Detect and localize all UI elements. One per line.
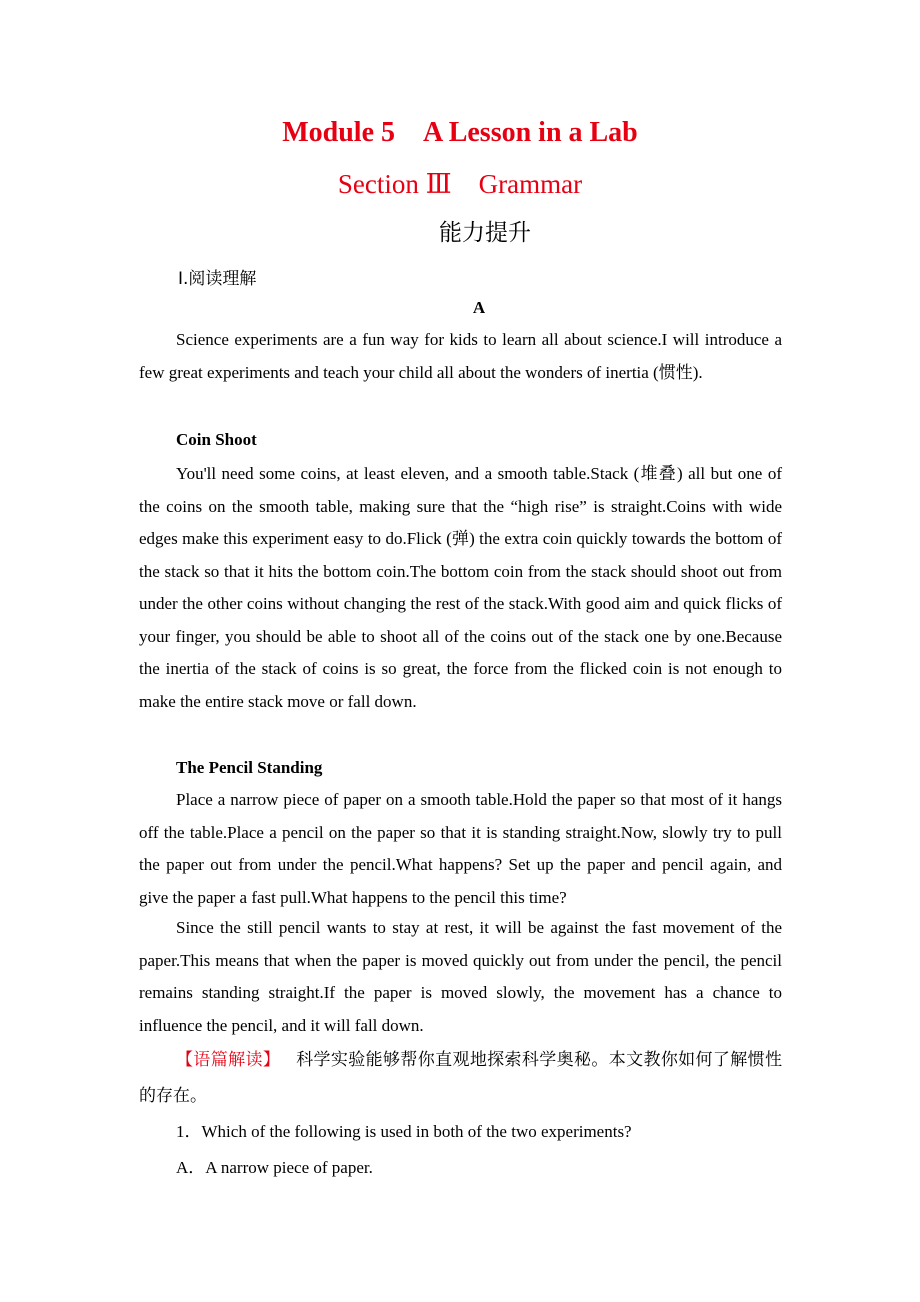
- question-1: [176, 1118, 632, 1146]
- ability-heading: 能力提升: [439, 220, 531, 246]
- option-a-letter: A．: [176, 1158, 206, 1177]
- pencil-standing-body-1: Place a narrow piece of paper on a smooth table.Hold the paper so that most of it hangs off the table.Place a pencil on the paper so that it is standing straight.Now, slowly try to pull the paper out from under the pencil.What happens? Set up the paper and pencil again, and give the paper a fast pull.What happens to the pencil this time?: [139, 790, 782, 907]
- passage-summary: [139, 1042, 782, 1114]
- option-a-text: A narrow piece of paper.: [205, 1158, 373, 1177]
- section-subtitle: Section Ⅲ Grammar: [337, 169, 583, 199]
- question-text: Which of the following is used in both of the two experiments?: [201, 1122, 632, 1141]
- reading-section-label: Ⅰ.阅读理解: [178, 269, 257, 289]
- module-title: Module 5 A Lesson in a Lab: [282, 117, 638, 148]
- option-a: [176, 1154, 373, 1182]
- pencil-standing-heading: The Pencil Standing: [176, 758, 323, 777]
- pencil-standing-body-2: Since the still pencil wants to stay at rest, it will be against the fast movement of the paper.This means that when the paper is moved quickly out from under the pencil, the pencil remains standing straight.If the paper is moved slowly, the movement has a chance to influence the pencil, and it will fall down.: [139, 918, 782, 1035]
- coin-shoot-heading: Coin Shoot: [176, 430, 257, 449]
- question-number: 1．: [176, 1122, 202, 1141]
- passage-intro: Science experiments are a fun way for kids to learn all about science.I will introduce a few great experiments and teach your child all about the wonders of inertia (惯性).: [139, 330, 782, 382]
- passage-letter: A: [472, 298, 486, 317]
- coin-shoot-body: You'll need some coins, at least eleven, and a smooth table.Stack (堆叠) all but one of the coins on the smooth table, making sure that the “high rise” is straight.Coins with wide edges make this experiment easy to do.Flick (弹) the extra coin quickly towards the bottom of the stack so that it hits the bottom coin.The bottom coin from the stack should shoot out from under the other coins without changing the rest of the stack.With good aim and quick flicks of your finger, you should be able to shoot all of the coins out of the stack one by one.Because the inertia of the stack of coins is so great, the force from the flicked coin is not enough to make the entire stack move or fall down.: [139, 464, 782, 711]
- summary-text: 科学实验能够帮你直观地探索科学奥秘。本文教你如何了解惯性的存在。: [139, 1050, 783, 1106]
- summary-tag: 【语篇解读】: [176, 1050, 281, 1070]
